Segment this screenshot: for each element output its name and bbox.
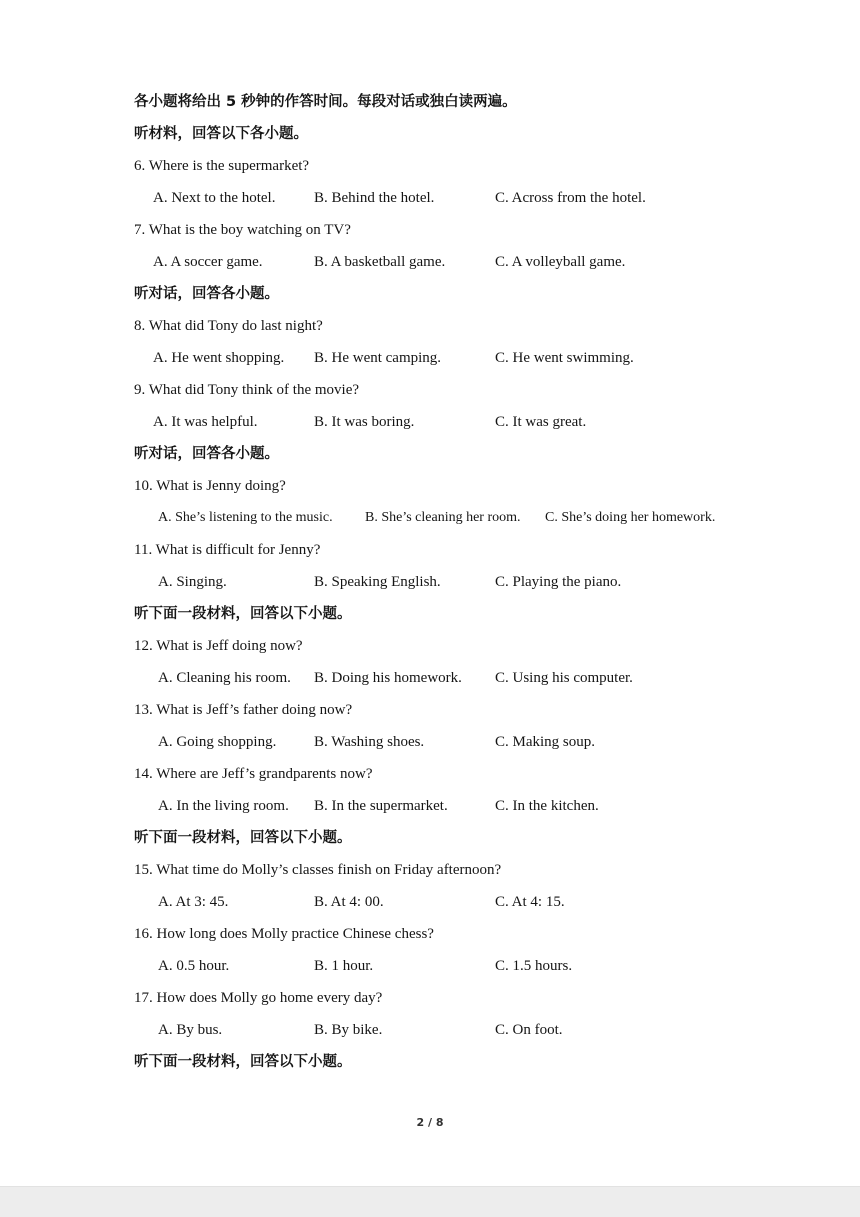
question-9: 9. What did Tony think of the movie? — [134, 382, 360, 398]
q17-option-a: A. By bus. — [158, 1022, 223, 1038]
q15-option-a: A. At 3: 45. — [158, 894, 229, 910]
q11-option-c: C. Playing the piano. — [495, 574, 622, 590]
question-6: 6. Where is the supermarket? — [134, 158, 310, 174]
q14-option-b: B. In the supermarket. — [314, 798, 448, 814]
q14-option-a: A. In the living room. — [158, 798, 289, 814]
question-7: 7. What is the boy watching on TV? — [134, 222, 351, 238]
q8-option-a: A. He went shopping. — [153, 350, 285, 366]
q7-option-b: B. A basketball game. — [314, 254, 446, 270]
intro-line-2: 听材料，回答以下各小题。 — [134, 126, 308, 142]
question-11: 11. What is difficult for Jenny? — [134, 542, 321, 558]
q9-option-b: B. It was boring. — [314, 414, 415, 430]
q12-option-c: C. Using his computer. — [495, 670, 633, 686]
q8-option-b: B. He went camping. — [314, 350, 442, 366]
question-12: 12. What is Jeff doing now? — [134, 638, 303, 654]
question-13: 13. What is Jeff’s father doing now? — [134, 702, 353, 718]
q13-option-a: A. Going shopping. — [158, 734, 277, 750]
question-15: 15. What time do Molly’s classes finish on Friday afternoon? — [134, 862, 502, 878]
q8-option-c: C. He went swimming. — [495, 350, 634, 366]
q15-option-b: B. At 4: 00. — [314, 894, 384, 910]
q9-option-c: C. It was great. — [495, 414, 587, 430]
section-header-1: 听对话，回答各小题。 — [134, 286, 279, 302]
q7-option-c: C. A volleyball game. — [495, 254, 626, 270]
q13-option-c: C. Making soup. — [495, 734, 596, 750]
q10-option-a: A. She’s listening to the music. — [158, 510, 333, 525]
section-header-2: 听对话，回答各小题。 — [134, 446, 279, 462]
q12-option-a: A. Cleaning his room. — [158, 670, 291, 686]
q12-option-b: B. Doing his homework. — [314, 670, 462, 686]
section-header-5: 听下面一段材料，回答以下小题。 — [134, 1054, 352, 1070]
q16-option-b: B. 1 hour. — [314, 958, 374, 974]
q15-option-c: C. At 4: 15. — [495, 894, 565, 910]
q10-option-b: B. She’s cleaning her room. — [365, 510, 521, 525]
q17-option-c: C. On foot. — [495, 1022, 563, 1038]
question-16: 16. How long does Molly practice Chinese chess? — [134, 926, 434, 942]
q16-option-a: A. 0.5 hour. — [158, 958, 230, 974]
q11-option-a: A. Singing. — [158, 574, 227, 590]
page-number: 2 / 8 — [416, 1116, 444, 1129]
section-header-3: 听下面一段材料，回答以下小题。 — [134, 606, 352, 622]
question-8: 8. What did Tony do last night? — [134, 318, 323, 334]
q9-option-a: A. It was helpful. — [153, 414, 258, 430]
q10-option-c: C. She’s doing her homework. — [545, 510, 716, 525]
q13-option-b: B. Washing shoes. — [314, 734, 425, 750]
q17-option-b: B. By bike. — [314, 1022, 383, 1038]
q6-option-b: B. Behind the hotel. — [314, 190, 435, 206]
intro-line-1: 各小题将给出 5 秒钟的作答时间。每段对话或独白读两遍。 — [134, 94, 517, 110]
section-header-4: 听下面一段材料，回答以下小题。 — [134, 830, 352, 846]
q16-option-c: C. 1.5 hours. — [495, 958, 573, 974]
viewer-bottom-strip — [0, 1186, 860, 1217]
q7-option-a: A. A soccer game. — [153, 254, 263, 270]
q6-option-a: A. Next to the hotel. — [153, 190, 276, 206]
q11-option-b: B. Speaking English. — [314, 574, 441, 590]
question-14: 14. Where are Jeff’s grandparents now? — [134, 766, 373, 782]
q6-option-c: C. Across from the hotel. — [495, 190, 646, 206]
q14-option-c: C. In the kitchen. — [495, 798, 599, 814]
question-10: 10. What is Jenny doing? — [134, 478, 286, 494]
question-17: 17. How does Molly go home every day? — [134, 990, 383, 1006]
